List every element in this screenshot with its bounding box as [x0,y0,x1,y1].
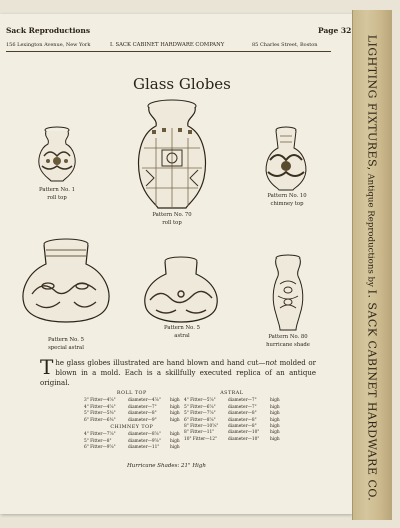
spine-title [366,35,379,502]
cell: high [270,436,280,442]
cell: high [270,430,280,436]
pattern-5-astral-name: Pattern No. 5 [164,325,200,331]
cell: 3" Fitter—4⅝" [84,398,116,404]
pattern-80-name: Pattern No. 80 [268,334,308,340]
table-roll-chimney [84,390,180,452]
cell: diameter—10" [228,436,260,442]
pattern-5-special-name: Pattern No. 5 [48,337,84,343]
pattern-80-type: hurricane shade [266,342,310,348]
pattern-1-caption [32,186,82,202]
cell: high [170,445,180,451]
drop-cap: T [40,355,54,379]
roll-top-heading: ROLL TOP [116,391,147,396]
cell: diameter—7" [228,398,257,404]
table-row [184,437,280,443]
pattern-10-type: chimney top [270,201,304,207]
globe-pattern-5-special-illustration [18,238,114,324]
header-boston: 85 Charles Street, Boston [252,42,318,48]
table-row [84,445,180,451]
cell: diameter—8⅝" [128,432,161,438]
globe-pattern-5-astral-illustration [140,256,222,324]
globe-pattern-70-illustration [132,98,212,210]
cell: diameter—8" [228,411,257,417]
spine-part-1: LIGHTING FIXTURES, [365,34,379,171]
pattern-5-special-type: special astral [48,345,84,351]
pattern-1-type: roll top [47,195,67,201]
cell: diameter—11" [128,445,160,451]
cell: high [270,417,280,423]
pattern-70-name: Pattern No. 70 [152,212,192,218]
header-company: I. SACK CABINET HARDWARE COMPANY [110,42,225,48]
cell: high [170,398,180,404]
pattern-70-caption [145,211,199,227]
chimney-top-heading: CHIMNEY TOP [110,425,154,431]
header-address: 156 Lexington Avenue, New York [6,42,91,48]
page-number: Page 32 [318,26,352,35]
cell: 4" Fitter—5⅝" [184,398,216,404]
cell: 6" Fitter—9⅝" [84,445,116,451]
description-text-1: he glass globes illustrated are hand blown and hand cut— [55,359,266,367]
page-title: Glass Globes [133,75,231,93]
pattern-10-caption [260,192,314,208]
cell: 6" Fitter—6⅜" [84,417,116,423]
cell: high [170,404,180,410]
pattern-10-name: Pattern No. 10 [267,193,307,199]
cell: diameter—10" [228,430,260,436]
cell: diameter—7" [128,404,157,410]
pattern-5-astral-type: astral [174,333,190,339]
spine-part-3: I. SACK CABINET HARDWARE CO. [365,289,379,502]
pattern-5-special-caption [36,336,96,352]
cell: 6" Fitter—8⅝" [184,417,216,423]
pattern-70-type: roll top [162,220,182,226]
globe-pattern-80-illustration [268,254,308,332]
description-paragraph [40,355,316,388]
cell: high [270,411,280,417]
cell: 5" Fitter—7⅝" [184,411,216,417]
cell: 5" Fitter—6⅝" [184,404,216,410]
globe-pattern-10-illustration [262,126,310,192]
cell: high [170,417,180,423]
cell: diameter—4⅞" [128,398,161,404]
cell: diameter—9" [128,417,157,423]
description-text-2: molded or blown in a mold. Each is a skillfully executed replica of an antique original. [40,359,316,387]
table-row [84,418,180,424]
globe-pattern-1-illustration [34,126,80,184]
cell: 8" Fitter—11" [184,430,215,436]
header-rule [6,51,331,52]
table-astral [184,390,280,443]
cell: diameter—7" [228,404,257,410]
cell: high [170,438,180,444]
spine-part-2: Antique Reproductions by [365,170,376,290]
astral-heading: ASTRAL [220,391,244,396]
cell: 5" Fitter—5⅜" [84,411,116,417]
pattern-80-caption [260,333,316,349]
description-emphasis: not [265,359,277,367]
cell: high [270,404,280,410]
cell: high [170,411,180,417]
cell: 10" Fitter—12" [184,436,217,442]
pattern-5-astral-caption [155,324,209,340]
cell: 5" Fitter—8" [84,438,112,444]
cell: 8" Fitter—10⅝" [184,424,219,430]
hurricane-shades-note: Hurricane Shades: 21" High [127,463,206,469]
header-left: Sack Reproductions [6,26,91,35]
cell: 4" Fitter—7⅝" [84,432,116,438]
cell: diameter—8" [228,424,257,430]
cell: diameter—8" [128,411,157,417]
cell: diameter—9⅝" [128,438,161,444]
cell: high [170,432,180,438]
cell: 4" Fitter—4⅝" [84,404,116,410]
cell: diameter—8" [228,417,257,423]
pattern-1-name: Pattern No. 1 [39,187,75,193]
cell: high [270,398,280,404]
cell: high [270,424,280,430]
